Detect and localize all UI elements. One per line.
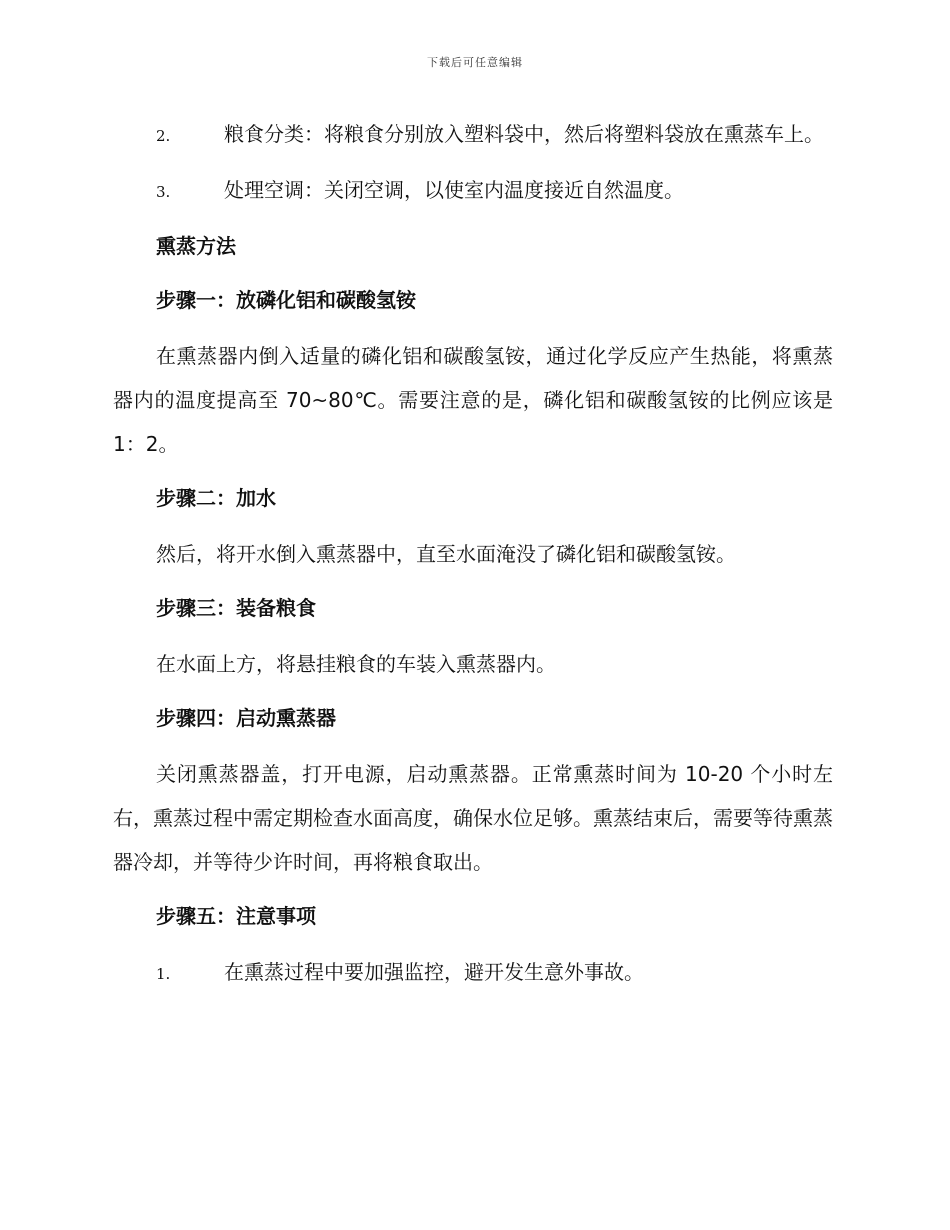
step-4-title: 步骤四：启动熏蒸器 [156, 706, 336, 730]
step-3-body: 在水面上方，将悬挂粮食的车装入熏蒸器内。 [156, 652, 556, 676]
list-item-text: 在熏蒸过程中要加强监控，避开发生意外事故。 [224, 960, 644, 984]
section-title: 熏蒸方法 [156, 234, 236, 258]
list-number: 3. [156, 183, 171, 201]
list-item-text: 处理空调：关闭空调，以使室内温度接近自然温度。 [224, 178, 684, 202]
document-body [113, 112, 833, 996]
step-5-title: 步骤五：注意事项 [156, 904, 316, 928]
list-number: 1. [156, 965, 171, 983]
step-1-body: 在熏蒸器内倒入适量的磷化铝和碳酸氢铵，通过化学反应产生热能，将熏蒸器内的温度提高至 70~80℃。需要注意的是，磷化铝和碳酸氢铵的比例应该是 1：2。 [113, 344, 833, 456]
list-item [113, 112, 833, 158]
step-3-title: 步骤三：装备粮食 [156, 596, 316, 620]
step-1-title: 步骤一：放磷化铝和碳酸氢铵 [156, 288, 416, 312]
step-2-body: 然后，将开水倒入熏蒸器中，直至水面淹没了磷化铝和碳酸氢铵。 [156, 542, 736, 566]
list-item [113, 950, 833, 996]
step-2-title: 步骤二：加水 [156, 486, 276, 510]
header-note: 下载后可任意编辑 [427, 56, 523, 69]
list-number: 2. [156, 127, 171, 145]
list-item [113, 168, 833, 214]
list-item-text: 粮食分类：将粮食分别放入塑料袋中，然后将塑料袋放在熏蒸车上。 [224, 122, 824, 146]
step-4-body: 关闭熏蒸器盖，打开电源，启动熏蒸器。正常熏蒸时间为 10-20 个小时左右，熏蒸过程中需定期检查水面高度，确保水位足够。熏蒸结束后，需要等待熏蒸器冷却，并等待少许时间，再将粮食取出。 [113, 762, 833, 874]
